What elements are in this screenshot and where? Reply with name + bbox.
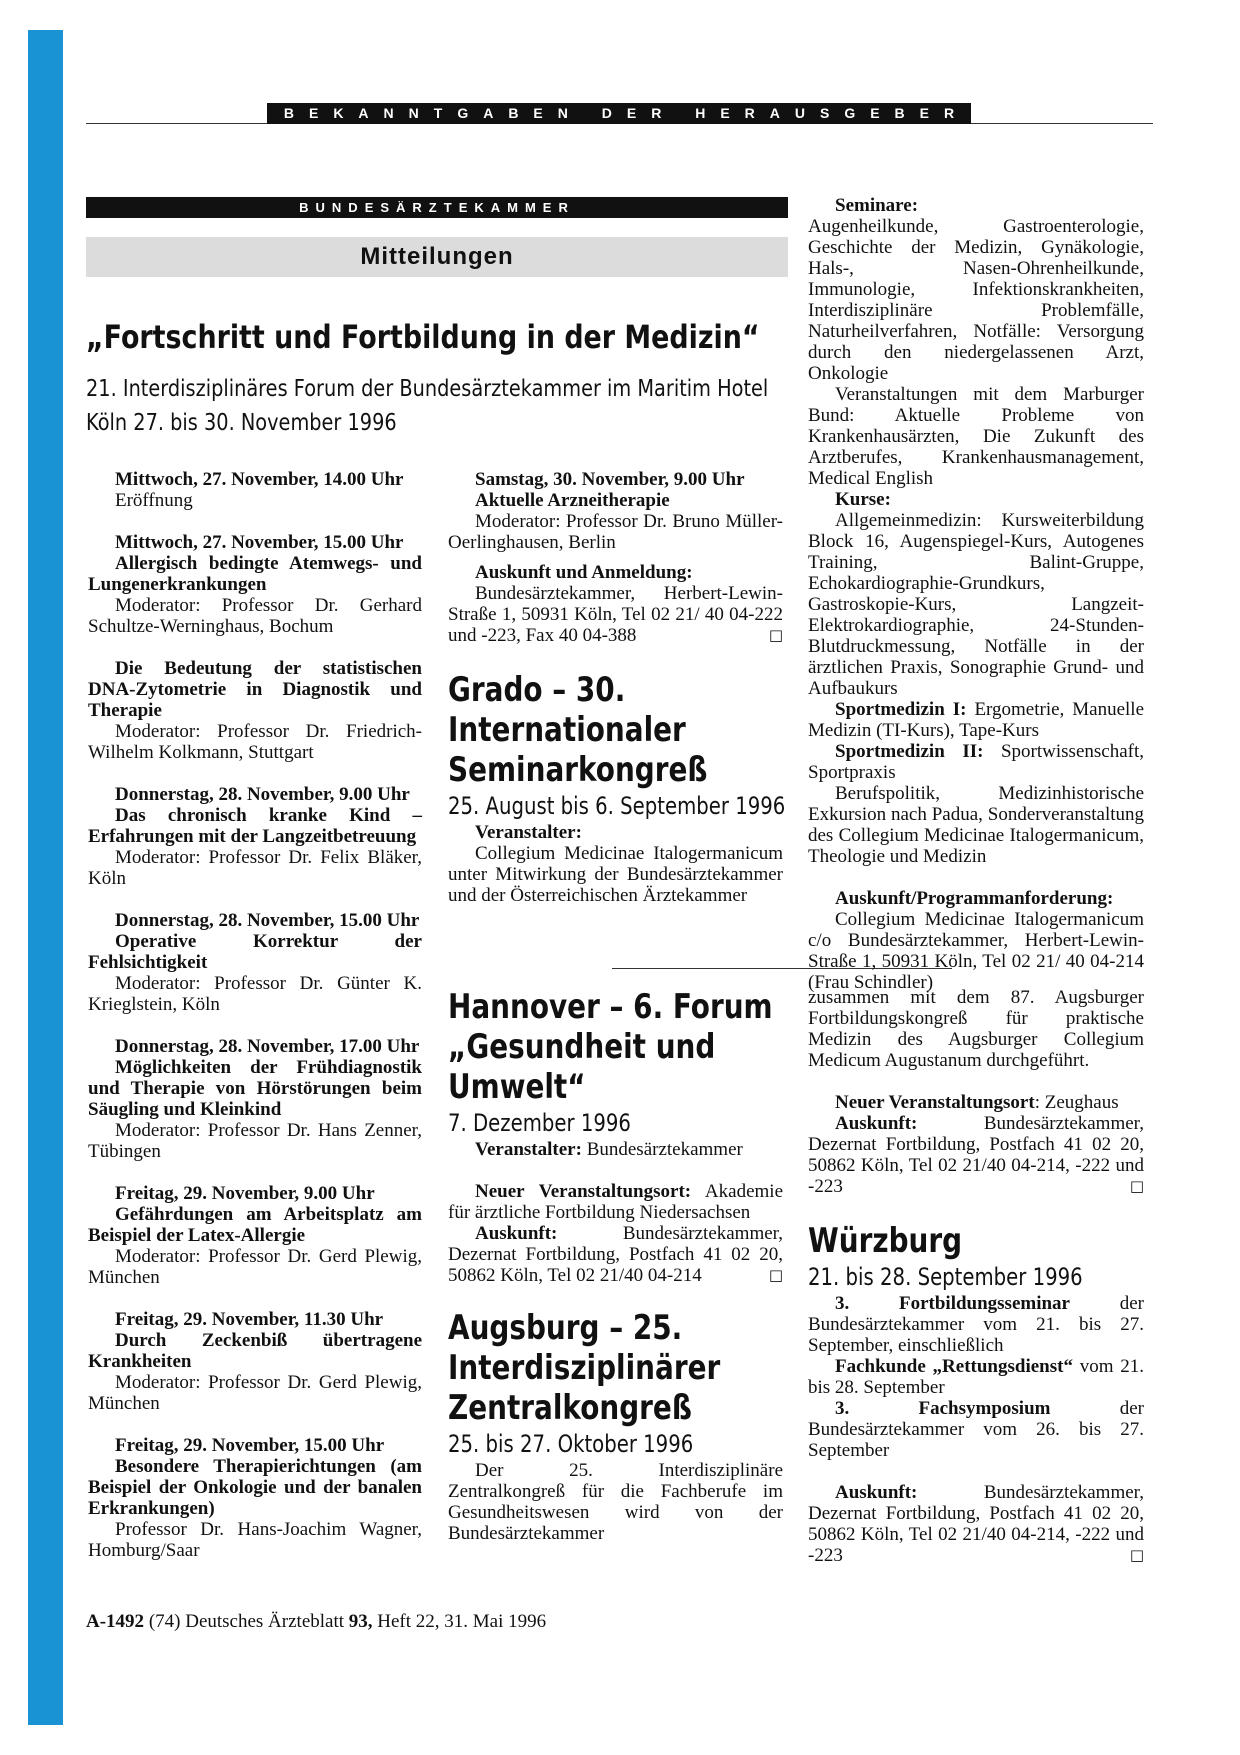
wuerzburg-item — [808, 1356, 1144, 1398]
session-moderator: Moderator: Professor Dr. Bruno Müller-Oerlinghausen, Berlin — [448, 511, 783, 553]
seminare-label: Seminare: — [835, 195, 919, 216]
info-label: Auskunft: — [835, 1113, 918, 1134]
seminare-text: Augenheilkunde, Gastroenterologie, Geschichte der Medizin, Gynäkologie, Hals-, Nasen-Ohrenheilkunde, Immunologie, Infektionskrankheiten, Interdisziplinäre Problemfälle, Naturheilverfahren, Notfälle: Versorgung durch den niedergelassenen Arzt, Onkologie — [808, 216, 1144, 384]
end-mark: □ — [1129, 1177, 1144, 1195]
session-time: Mittwoch, 27. November, 14.00 Uhr — [115, 469, 404, 490]
session-time: Freitag, 29. November, 9.00 Uhr — [115, 1183, 375, 1204]
venue-text: : Zeughaus — [1034, 1092, 1119, 1113]
end-mark: □ — [1129, 1546, 1144, 1564]
augsburg-venue — [808, 1092, 1144, 1113]
kurse-label: Kurse: — [835, 489, 891, 510]
session-time: Donnerstag, 28. November, 15.00 Uhr — [115, 910, 420, 931]
info-label: Auskunft: — [835, 1482, 918, 1503]
session-title: Die Bedeutung der statistischen DNA-Zytometrie in Diagnostik und Therapie — [88, 658, 422, 721]
venue-label: Neuer Veranstaltungsort — [835, 1092, 1035, 1113]
hannover-info — [448, 1223, 783, 1286]
session-title: Allergisch bedingte Atemwegs- und Lungenerkrankungen — [88, 553, 422, 595]
sport1-label: Sportmedizin I: — [835, 699, 967, 720]
hannover-date: 7. Dezember 1996 — [448, 1109, 631, 1137]
program-column — [88, 469, 422, 1561]
item-text: der Bundesärztekammer vom 26. bis 27. September — [808, 1398, 1144, 1461]
session-time: Donnerstag, 28. November, 17.00 Uhr — [115, 1036, 420, 1057]
wuerzburg-item — [808, 1398, 1144, 1461]
info-text: Bundesärztekammer, Dezernat Fortbildung, Postfach 41 02 20, 50862 Köln, Tel 02 21/40 04-214, -222 und -223 — [808, 1113, 1144, 1197]
mitteilungen-heading: Mitteilungen — [86, 237, 788, 277]
side-color-bar — [28, 30, 63, 1725]
end-mark: □ — [768, 626, 783, 644]
item-label: Fachkunde „Rettungsdienst“ — [835, 1356, 1073, 1377]
journal-name: (74) Deutsches Ärzteblatt — [148, 1611, 345, 1632]
info-text: Bundesärztekammer, Dezernat Fortbildung, Postfach 41 02 20, 50862 Köln, Tel 02 21/40 04-214 — [448, 1223, 783, 1286]
session-time: Freitag, 29. November, 15.00 Uhr — [115, 1435, 385, 1456]
session-moderator: Professor Dr. Hans-Joachim Wagner, Homburg/Saar — [88, 1519, 422, 1561]
middle-column-bottom — [448, 987, 783, 1544]
item-text: der Bundesärztekammer vom 21. bis 27. September, einschließlich — [808, 1293, 1144, 1356]
marburger-text: Veranstaltungen mit dem Marburger Bund: Aktuelle Probleme von Krankenhausärzten, Die Zukunft des Arztberufes, Krankenhausmanagement, Medical English — [808, 384, 1144, 489]
page-number: A-1492 — [86, 1611, 145, 1632]
grado-date: 25. August bis 6. September 1996 — [448, 792, 786, 820]
journal-issue: Heft 22, 31. Mai 1996 — [377, 1611, 547, 1632]
session-title: Gefährdungen am Arbeitsplatz am Beispiel der Latex-Allergie — [88, 1204, 422, 1246]
session-time: Samstag, 30. November, 9.00 Uhr — [475, 469, 745, 490]
organizer-text: Collegium Medicinae Italogermanicum unter Mitwirkung der Bundesärztekammer und der Österreichischen Ärztekammer — [448, 843, 783, 906]
info-label: Auskunft: — [475, 1223, 558, 1244]
augsburg-title: Augsburg – 25. Interdisziplinärer Zentralkongreß — [448, 1308, 721, 1428]
right-column-bottom — [808, 987, 1144, 1566]
info-text — [448, 583, 783, 646]
grado-title: Grado – 30. Internationaler Seminarkongreß — [448, 670, 708, 790]
hannover-venue — [448, 1181, 783, 1223]
article-subtitle: 21. Interdisziplinäres Forum der Bundesärztekammer im Maritim Hotel Köln 27. bis 30. November 1996 — [86, 376, 769, 436]
subsection-banner: BUNDESÄRZTEKAMMER — [86, 197, 788, 218]
item-label: 3. Fachsymposium — [835, 1398, 1051, 1419]
augsburg-continued: zusammen mit dem 87. Augsburger Fortbildungskongreß für praktische Medizin des Augsburger Collegium Medicum Augustanum durchgeführt. — [808, 987, 1144, 1071]
augsburg-info — [808, 1113, 1144, 1197]
session-moderator: Moderator: Professor Dr. Hans Zenner, Tübingen — [88, 1120, 422, 1162]
session-title: Durch Zeckenbiß übertragene Krankheiten — [88, 1330, 422, 1372]
info-label: Auskunft und Anmeldung: — [475, 562, 693, 583]
session-text: Eröffnung — [115, 490, 193, 511]
sport1-content: Ergometrie, Manuelle Medizin (TI-Kurs), Tape-Kurs — [808, 699, 1145, 741]
middle-column-top — [448, 469, 786, 906]
right-column-top — [808, 195, 1144, 993]
wuerzburg-item — [808, 1293, 1144, 1356]
venue-label: Neuer Veranstaltungsort: — [475, 1181, 692, 1202]
info-address: Bundesärztekammer, Herbert-Lewin-Straße 1, 50931 Köln, Tel 02 21/ 40 04-222 und -223, Fax 40 04-388 — [448, 583, 783, 646]
augsburg-text: Der 25. Interdisziplinäre Zentralkongreß für die Fachberufe im Gesundheitswesen wird von der Bundesärztekammer — [448, 1460, 783, 1544]
session-moderator: Moderator: Professor Dr. Gerd Plewig, München — [88, 1372, 422, 1414]
session-time: Donnerstag, 28. November, 9.00 Uhr — [115, 784, 410, 805]
organizer-text: Bundesärztekammer — [586, 1139, 743, 1160]
sport1-text — [808, 699, 1144, 741]
session-moderator: Moderator: Professor Dr. Gerhard Schultze-Werninghaus, Bochum — [88, 595, 422, 637]
organizer-label: Veranstalter: — [475, 1139, 582, 1160]
berufspolitik-text: Berufspolitik, Medizinhistorische Exkursion nach Padua, Sonderveranstaltung des Collegium Medicinae Italogermanicum, Theologie und Medizin — [808, 783, 1144, 867]
session-moderator: Moderator: Professor Dr. Gerd Plewig, München — [88, 1246, 422, 1288]
session-time: Mittwoch, 27. November, 15.00 Uhr — [115, 532, 404, 553]
augsburg-date: 25. bis 27. Oktober 1996 — [448, 1430, 694, 1458]
sport2-text — [808, 741, 1144, 783]
page-footer — [86, 1611, 546, 1633]
section-banner: BEKANNTGABEN DER HERAUSGEBER — [267, 103, 971, 124]
article-title: „Fortschritt und Fortbildung in der Medizin“ — [86, 318, 760, 356]
session-title: Besondere Therapierichtungen (am Beispiel der Onkologie und der banalen Erkrankungen) — [88, 1456, 422, 1519]
hannover-organizer — [448, 1139, 783, 1160]
end-mark: □ — [768, 1266, 783, 1284]
hannover-title: Hannover – 6. Forum „Gesundheit und Umwelt“ — [448, 987, 773, 1107]
session-title: Das chronisch kranke Kind – Erfahrungen mit der Langzeitbetreuung — [88, 805, 422, 847]
session-moderator: Moderator: Professor Dr. Felix Bläker, Köln — [88, 847, 422, 889]
session-title: Operative Korrektur der Fehlsichtigkeit — [88, 931, 422, 973]
program-label: Auskunft/Programmanforderung: — [835, 888, 1114, 909]
sport2-label: Sportmedizin II: — [835, 741, 984, 762]
item-text: vom 21. bis 28. September — [808, 1356, 1144, 1398]
session-title: Aktuelle Arzneitherapie — [475, 490, 670, 511]
session-title: Möglichkeiten der Frühdiagnostik und Therapie von Hörstörungen beim Säugling und Kleinkind — [88, 1057, 422, 1120]
info-text: Bundesärztekammer, Dezernat Fortbildung, Postfach 41 02 20, 50862 Köln, Tel 02 21/40 04-214, -222 und -223 — [808, 1482, 1144, 1566]
session-moderator: Moderator: Professor Dr. Friedrich-Wilhelm Kolkmann, Stuttgart — [88, 721, 422, 763]
kurse-text: Allgemeinmedizin: Kursweiterbildung Block 16, Augenspiegel-Kurs, Autogenes Training, Balint-Gruppe, Echokardiographie-Grundkurs, Gastroskopie-Kurs, Langzeit-Elektrokardiographie, 24-Stunden-Blutdruckmessung, Notfälle in der ärztlichen Praxis, Sonographie Grund- und Aufbaukurs — [808, 510, 1144, 699]
session-moderator: Moderator: Professor Dr. Günter K. Krieglstein, Köln — [88, 973, 422, 1015]
wuerzburg-date: 21. bis 28. September 1996 — [808, 1263, 1083, 1291]
sport2-content: Sportwissenschaft, Sportpraxis — [808, 741, 1144, 783]
venue-text: Akademie für ärztliche Fortbildung Niedersachsen — [448, 1181, 783, 1223]
wuerzburg-info — [808, 1482, 1144, 1566]
program-text: Collegium Medicinae Italogermanicum c/o Bundesärztekammer, Herbert-Lewin-Straße 1, 50931 Köln, Tel 02 21/ 40 04-214 (Frau Schindler) — [808, 909, 1144, 993]
wuerzburg-title: Würzburg — [808, 1221, 963, 1261]
organizer-label: Veranstalter: — [475, 822, 582, 843]
item-label: 3. Fortbildungsseminar — [835, 1293, 1070, 1314]
session-time: Freitag, 29. November, 11.30 Uhr — [115, 1309, 384, 1330]
journal-volume: 93, — [348, 1611, 373, 1632]
